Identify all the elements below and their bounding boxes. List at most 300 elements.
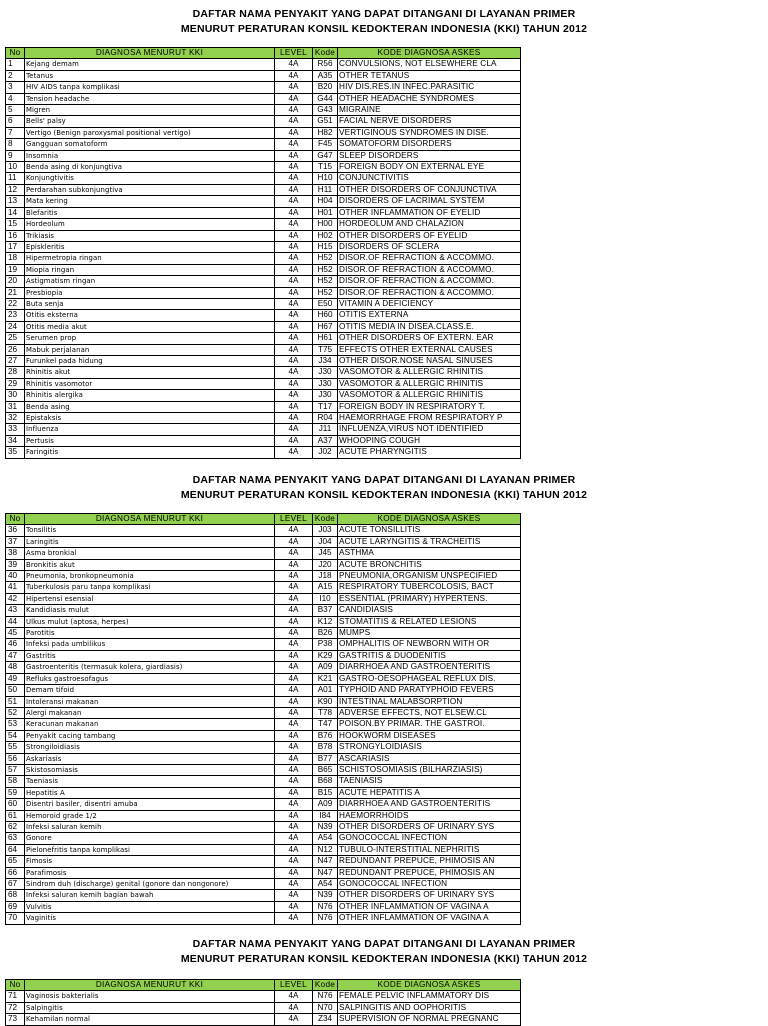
- cell-no: 60: [6, 799, 25, 810]
- cell-diagnosis-kki: Skistosomiasis: [25, 764, 275, 775]
- cell-level: 4A: [275, 582, 313, 593]
- table-row: [6, 241, 521, 252]
- cell-askes-diagnosis: ESSENTIAL (PRIMARY) HYPERTENS.: [338, 593, 521, 604]
- table-row: [6, 719, 521, 730]
- cell-level: 4A: [275, 559, 313, 570]
- cell-no: 70: [6, 913, 25, 924]
- cell-askes-diagnosis: HOOKWORM DISEASES: [338, 730, 521, 741]
- cell-diagnosis-kki: Gangguan somatoform: [25, 139, 275, 150]
- cell-diagnosis-kki: Tonsilitis: [25, 525, 275, 536]
- table-row: [6, 378, 521, 389]
- cell-diagnosis-kki: Intoleransi makanan: [25, 696, 275, 707]
- cell-level: 4A: [275, 355, 313, 366]
- table-row: [6, 844, 521, 855]
- cell-no: 15: [6, 219, 25, 230]
- cell-askes-diagnosis: TYPHOID AND PARATYPHOID FEVERS: [338, 685, 521, 696]
- table-row: [6, 401, 521, 412]
- table-header-row: [6, 48, 521, 59]
- cell-code: A09: [313, 662, 338, 673]
- cell-no: 10: [6, 162, 25, 173]
- cell-code: A54: [313, 879, 338, 890]
- cell-diagnosis-kki: Infeksi saluran kemih: [25, 821, 275, 832]
- cell-code: J18: [313, 571, 338, 582]
- cell-no: 14: [6, 207, 25, 218]
- cell-no: 9: [6, 150, 25, 161]
- cell-no: 73: [6, 1014, 25, 1025]
- cell-diagnosis-kki: Parotitis: [25, 628, 275, 639]
- table-row: [6, 207, 521, 218]
- cell-code: H15: [313, 241, 338, 252]
- cell-diagnosis-kki: Kejang demam: [25, 59, 275, 70]
- cell-code: J20: [313, 559, 338, 570]
- cell-no: 64: [6, 844, 25, 855]
- cell-level: 4A: [275, 662, 313, 673]
- cell-no: 5: [6, 105, 25, 116]
- table-row: [6, 548, 521, 559]
- cell-level: 4A: [275, 753, 313, 764]
- table-row: [6, 93, 521, 104]
- cell-level: 4A: [275, 139, 313, 150]
- cell-level: 4A: [275, 650, 313, 661]
- cell-no: 62: [6, 821, 25, 832]
- cell-code: B65: [313, 764, 338, 775]
- table-row: [6, 70, 521, 81]
- cell-askes-diagnosis: STRONGYLOIDIASIS: [338, 742, 521, 753]
- cell-diagnosis-kki: Tension headache: [25, 93, 275, 104]
- cell-code: T47: [313, 719, 338, 730]
- cell-code: B76: [313, 730, 338, 741]
- cell-no: 57: [6, 764, 25, 775]
- cell-level: 4A: [275, 776, 313, 787]
- cell-level: 4A: [275, 219, 313, 230]
- cell-level: 4A: [275, 844, 313, 855]
- cell-diagnosis-kki: Mata kering: [25, 196, 275, 207]
- table-row: [6, 799, 521, 810]
- cell-askes-diagnosis: TAENIASIS: [338, 776, 521, 787]
- cell-code: J30: [313, 390, 338, 401]
- table-row: [6, 685, 521, 696]
- table-row: [6, 230, 521, 241]
- cell-askes-diagnosis: REDUNDANT PREPUCE, PHIMOSIS AN: [338, 867, 521, 878]
- cell-code: G51: [313, 116, 338, 127]
- cell-code: K90: [313, 696, 338, 707]
- cell-diagnosis-kki: Pertusis: [25, 435, 275, 446]
- cell-diagnosis-kki: Hipermetropia ringan: [25, 253, 275, 264]
- table-row: [6, 639, 521, 650]
- table-row: [6, 105, 521, 116]
- table-row: [6, 991, 521, 1002]
- cell-no: 35: [6, 447, 25, 458]
- cell-no: 13: [6, 196, 25, 207]
- cell-level: 4A: [275, 548, 313, 559]
- cell-no: 23: [6, 310, 25, 321]
- cell-diagnosis-kki: Blefaritis: [25, 207, 275, 218]
- section-title-line-2: MENURUT PERATURAN KONSIL KEDOKTERAN INDONESIA (KKI) TAHUN 2012: [180, 489, 588, 501]
- cell-diagnosis-kki: Tetanus: [25, 70, 275, 81]
- cell-code: H10: [313, 173, 338, 184]
- cell-level: 4A: [275, 628, 313, 639]
- cell-code: H02: [313, 230, 338, 241]
- cell-askes-diagnosis: INTESTINAL MALABSORPTION: [338, 696, 521, 707]
- cell-no: 25: [6, 333, 25, 344]
- cell-code: I84: [313, 810, 338, 821]
- cell-no: 48: [6, 662, 25, 673]
- cell-diagnosis-kki: Pielonefritis tanpa komplikasi: [25, 844, 275, 855]
- cell-no: 11: [6, 173, 25, 184]
- cell-level: 4A: [275, 1014, 313, 1025]
- cell-askes-diagnosis: OMPHALITIS OF NEWBORN WITH OR: [338, 639, 521, 650]
- cell-askes-diagnosis: MIGRAINE: [338, 105, 521, 116]
- cell-level: 4A: [275, 59, 313, 70]
- header-level: LEVEL: [275, 980, 313, 991]
- cell-diagnosis-kki: Miopia ringan: [25, 264, 275, 275]
- cell-code: K21: [313, 673, 338, 684]
- cell-diagnosis-kki: Rhinitis akut: [25, 367, 275, 378]
- cell-level: 4A: [275, 525, 313, 536]
- cell-level: 4A: [275, 82, 313, 93]
- cell-code: H82: [313, 127, 338, 138]
- cell-no: 55: [6, 742, 25, 753]
- table-row: [6, 367, 521, 378]
- cell-diagnosis-kki: Vulvitis: [25, 901, 275, 912]
- table-row: [6, 764, 521, 775]
- cell-askes-diagnosis: VITAMIN A DEFICIENCY: [338, 298, 521, 309]
- table-row: [6, 344, 521, 355]
- cell-no: 4: [6, 93, 25, 104]
- header-askes-diagnosis: KODE DIAGNOSA ASKES: [338, 980, 521, 991]
- table-row: [6, 536, 521, 547]
- table-row: [6, 253, 521, 264]
- cell-askes-diagnosis: OTHER INFLAMMATION OF VAGINA A: [338, 913, 521, 924]
- cell-no: 58: [6, 776, 25, 787]
- header-no: No: [6, 980, 25, 991]
- section-title-line-1: DAFTAR NAMA PENYAKIT YANG DAPAT DITANGANI DI LAYANAN PRIMER: [192, 938, 576, 950]
- cell-no: 36: [6, 525, 25, 536]
- cell-diagnosis-kki: Kandidiasis mulut: [25, 605, 275, 616]
- cell-diagnosis-kki: Kehamilan normal: [25, 1014, 275, 1025]
- table-row: [6, 333, 521, 344]
- cell-no: 45: [6, 628, 25, 639]
- disease-table: [5, 47, 521, 459]
- cell-askes-diagnosis: POISON.BY PRIMAR. THE GASTROI.: [338, 719, 521, 730]
- table-row: [6, 821, 521, 832]
- cell-code: J04: [313, 536, 338, 547]
- cell-no: 16: [6, 230, 25, 241]
- cell-no: 21: [6, 287, 25, 298]
- cell-askes-diagnosis: DIARRHOEA AND GASTROENTERITIS: [338, 662, 521, 673]
- cell-code: N47: [313, 867, 338, 878]
- cell-level: 4A: [275, 367, 313, 378]
- cell-code: N39: [313, 890, 338, 901]
- cell-level: 4A: [275, 93, 313, 104]
- cell-no: 61: [6, 810, 25, 821]
- table-row: [6, 162, 521, 173]
- table-row: [6, 321, 521, 332]
- table-row: [6, 890, 521, 901]
- header-code: Kode: [313, 980, 338, 991]
- cell-level: 4A: [275, 593, 313, 604]
- table-row: [6, 753, 521, 764]
- cell-askes-diagnosis: STOMATITIS & RELATED LESIONS: [338, 616, 521, 627]
- section-3: [0, 937, 768, 1024]
- cell-no: 6: [6, 116, 25, 127]
- cell-no: 59: [6, 787, 25, 798]
- cell-diagnosis-kki: Vaginitis: [25, 913, 275, 924]
- cell-askes-diagnosis: ACUTE LARYNGITIS & TRACHEITIS: [338, 536, 521, 547]
- table-row: [6, 559, 521, 570]
- cell-askes-diagnosis: ACUTE HEPATITIS A: [338, 787, 521, 798]
- cell-no: 19: [6, 264, 25, 275]
- cell-diagnosis-kki: Presbiopia: [25, 287, 275, 298]
- cell-diagnosis-kki: Gastroenteritis (termasuk kolera, giardiasis): [25, 662, 275, 673]
- cell-askes-diagnosis: DISOR.OF REFRACTION & ACCOMMO.: [338, 253, 521, 264]
- cell-no: 50: [6, 685, 25, 696]
- cell-level: 4A: [275, 390, 313, 401]
- cell-diagnosis-kki: Hemoroid grade 1/2: [25, 810, 275, 821]
- cell-no: 8: [6, 139, 25, 150]
- cell-askes-diagnosis: VASOMOTOR & ALLERGIC RHINITIS: [338, 390, 521, 401]
- cell-code: A01: [313, 685, 338, 696]
- cell-diagnosis-kki: Vaginosis bakterialis: [25, 991, 275, 1002]
- cell-no: 54: [6, 730, 25, 741]
- cell-askes-diagnosis: DISORDERS OF LACRIMAL SYSTEM: [338, 196, 521, 207]
- cell-diagnosis-kki: Otitis eksterna: [25, 310, 275, 321]
- cell-askes-diagnosis: ASCARIASIS: [338, 753, 521, 764]
- cell-code: A09: [313, 799, 338, 810]
- cell-askes-diagnosis: FOREIGN BODY ON EXTERNAL EYE: [338, 162, 521, 173]
- cell-level: 4A: [275, 401, 313, 412]
- cell-level: 4A: [275, 173, 313, 184]
- cell-code: N76: [313, 991, 338, 1002]
- cell-level: 4A: [275, 253, 313, 264]
- cell-code: N12: [313, 844, 338, 855]
- cell-level: 4A: [275, 605, 313, 616]
- cell-askes-diagnosis: DISORDERS OF SCLERA: [338, 241, 521, 252]
- cell-level: 4A: [275, 127, 313, 138]
- cell-no: 39: [6, 559, 25, 570]
- cell-level: 4A: [275, 787, 313, 798]
- cell-no: 40: [6, 571, 25, 582]
- cell-askes-diagnosis: ACUTE PHARYNGITIS: [338, 447, 521, 458]
- cell-no: 33: [6, 424, 25, 435]
- cell-level: 4A: [275, 207, 313, 218]
- cell-askes-diagnosis: MUMPS: [338, 628, 521, 639]
- cell-level: 4A: [275, 70, 313, 81]
- header-diagnosis-kki: DIAGNOSA MENURUT KKI: [25, 980, 275, 991]
- cell-code: H52: [313, 276, 338, 287]
- cell-diagnosis-kki: Keracunan makanan: [25, 719, 275, 730]
- cell-code: B37: [313, 605, 338, 616]
- cell-code: N76: [313, 901, 338, 912]
- cell-level: 4A: [275, 116, 313, 127]
- cell-code: J45: [313, 548, 338, 559]
- cell-diagnosis-kki: Taeniasis: [25, 776, 275, 787]
- cell-diagnosis-kki: Perdarahan subkonjungtiva: [25, 184, 275, 195]
- cell-level: 4A: [275, 321, 313, 332]
- cell-code: B15: [313, 787, 338, 798]
- cell-askes-diagnosis: OTHER HEADACHE SYNDROMES: [338, 93, 521, 104]
- cell-no: 71: [6, 991, 25, 1002]
- table-row: [6, 525, 521, 536]
- cell-code: B20: [313, 82, 338, 93]
- cell-no: 1: [6, 59, 25, 70]
- cell-code: E50: [313, 298, 338, 309]
- cell-askes-diagnosis: ADVERSE EFFECTS, NOT ELSEW.CL: [338, 707, 521, 718]
- cell-code: J11: [313, 424, 338, 435]
- cell-no: 65: [6, 856, 25, 867]
- section-title-line-2: MENURUT PERATURAN KONSIL KEDOKTERAN INDONESIA (KKI) TAHUN 2012: [180, 953, 588, 965]
- cell-askes-diagnosis: CANDIDIASIS: [338, 605, 521, 616]
- table-row: [6, 116, 521, 127]
- cell-level: 4A: [275, 287, 313, 298]
- cell-askes-diagnosis: GONOCOCCAL INFECTION: [338, 833, 521, 844]
- cell-diagnosis-kki: Bronkitis akut: [25, 559, 275, 570]
- section-2: [0, 473, 768, 928]
- cell-askes-diagnosis: CONJUNCTIVITIS: [338, 173, 521, 184]
- cell-code: K12: [313, 616, 338, 627]
- cell-diagnosis-kki: Rhinitis alergika: [25, 390, 275, 401]
- cell-no: 56: [6, 753, 25, 764]
- cell-code: B26: [313, 628, 338, 639]
- cell-no: 24: [6, 321, 25, 332]
- cell-no: 3: [6, 82, 25, 93]
- table-row: [6, 696, 521, 707]
- cell-no: 7: [6, 127, 25, 138]
- cell-code: J34: [313, 355, 338, 366]
- cell-level: 4A: [275, 162, 313, 173]
- cell-diagnosis-kki: Migren: [25, 105, 275, 116]
- cell-askes-diagnosis: OTHER DISORDERS OF URINARY SYS: [338, 890, 521, 901]
- cell-no: 67: [6, 879, 25, 890]
- cell-level: 4A: [275, 799, 313, 810]
- cell-no: 38: [6, 548, 25, 559]
- cell-diagnosis-kki: Hepatitis A: [25, 787, 275, 798]
- cell-askes-diagnosis: EFFECTS OTHER EXTERNAL CAUSES: [338, 344, 521, 355]
- cell-code: T15: [313, 162, 338, 173]
- cell-no: 52: [6, 707, 25, 718]
- cell-diagnosis-kki: Epistaksis: [25, 413, 275, 424]
- cell-askes-diagnosis: TUBULO-INTERSTITIAL NEPHRITIS: [338, 844, 521, 855]
- cell-no: 17: [6, 241, 25, 252]
- cell-level: 4A: [275, 730, 313, 741]
- cell-code: A35: [313, 70, 338, 81]
- cell-no: 44: [6, 616, 25, 627]
- cell-no: 68: [6, 890, 25, 901]
- table-row: [6, 219, 521, 230]
- cell-code: T78: [313, 707, 338, 718]
- cell-code: F45: [313, 139, 338, 150]
- cell-no: 18: [6, 253, 25, 264]
- header-code: Kode: [313, 48, 338, 59]
- table-row: [6, 776, 521, 787]
- cell-askes-diagnosis: OTHER DISORDERS OF CONJUNCTIVA: [338, 184, 521, 195]
- table-row: [6, 593, 521, 604]
- cell-no: 29: [6, 378, 25, 389]
- table-row: [6, 787, 521, 798]
- cell-code: H67: [313, 321, 338, 332]
- table-row: [6, 413, 521, 424]
- cell-diagnosis-kki: Laringitis: [25, 536, 275, 547]
- cell-diagnosis-kki: Buta senja: [25, 298, 275, 309]
- cell-askes-diagnosis: OTHER INFLAMMATION OF VAGINA A: [338, 901, 521, 912]
- cell-code: N39: [313, 821, 338, 832]
- table-row: [6, 913, 521, 924]
- cell-diagnosis-kki: Tuberkulosis paru tanpa komplikasi: [25, 582, 275, 593]
- cell-diagnosis-kki: Influenza: [25, 424, 275, 435]
- cell-diagnosis-kki: Mabuk perjalanan: [25, 344, 275, 355]
- cell-askes-diagnosis: SLEEP DISORDERS: [338, 150, 521, 161]
- table-row: [6, 127, 521, 138]
- cell-askes-diagnosis: ASTHMA: [338, 548, 521, 559]
- cell-no: 34: [6, 435, 25, 446]
- cell-diagnosis-kki: Parafimosis: [25, 867, 275, 878]
- table-row: [6, 628, 521, 639]
- cell-askes-diagnosis: OTHER DISORDERS OF EYELID: [338, 230, 521, 241]
- cell-code: K29: [313, 650, 338, 661]
- cell-level: 4A: [275, 424, 313, 435]
- cell-level: 4A: [275, 241, 313, 252]
- section-title-line-1: DAFTAR NAMA PENYAKIT YANG DAPAT DITANGANI DI LAYANAN PRIMER: [192, 8, 576, 20]
- cell-code: H04: [313, 196, 338, 207]
- cell-code: J30: [313, 367, 338, 378]
- cell-code: B68: [313, 776, 338, 787]
- table-row: [6, 139, 521, 150]
- cell-code: T17: [313, 401, 338, 412]
- table-row: [6, 901, 521, 912]
- cell-level: 4A: [275, 696, 313, 707]
- table-header-row: [6, 514, 521, 525]
- cell-level: 4A: [275, 184, 313, 195]
- cell-askes-diagnosis: GASTRITIS & DUODENITIS: [338, 650, 521, 661]
- cell-askes-diagnosis: FEMALE PELVIC INFLAMMATORY DIS: [338, 991, 521, 1002]
- cell-no: 69: [6, 901, 25, 912]
- table-header-row: [6, 980, 521, 991]
- cell-code: H52: [313, 287, 338, 298]
- cell-askes-diagnosis: ACUTE BRONCHITIS: [338, 559, 521, 570]
- table-row: [6, 1014, 521, 1025]
- table-row: [6, 582, 521, 593]
- cell-askes-diagnosis: INFLUENZA,VIRUS NOT IDENTIFIED: [338, 424, 521, 435]
- cell-askes-diagnosis: GASTRO-OESOPHAGEAL REFLUX DIS.: [338, 673, 521, 684]
- cell-diagnosis-kki: Refluks gastroesofagus: [25, 673, 275, 684]
- cell-no: 31: [6, 401, 25, 412]
- cell-diagnosis-kki: Otitis media akut: [25, 321, 275, 332]
- cell-diagnosis-kki: Salpingitis: [25, 1002, 275, 1013]
- table-row: [6, 662, 521, 673]
- table-row: [6, 82, 521, 93]
- cell-no: 32: [6, 413, 25, 424]
- cell-level: 4A: [275, 867, 313, 878]
- cell-no: 30: [6, 390, 25, 401]
- cell-level: 4A: [275, 196, 313, 207]
- cell-diagnosis-kki: Benda asing di konjungtiva: [25, 162, 275, 173]
- table-row: [6, 707, 521, 718]
- cell-no: 43: [6, 605, 25, 616]
- cell-askes-diagnosis: HAEMORRHAGE FROM RESPIRATORY P: [338, 413, 521, 424]
- section-title-line-2: MENURUT PERATURAN KONSIL KEDOKTERAN INDONESIA (KKI) TAHUN 2012: [180, 23, 588, 35]
- table-row: [6, 730, 521, 741]
- cell-code: B77: [313, 753, 338, 764]
- cell-diagnosis-kki: Hordeolum: [25, 219, 275, 230]
- cell-code: I10: [313, 593, 338, 604]
- cell-diagnosis-kki: Episkleritis: [25, 241, 275, 252]
- table-row: [6, 276, 521, 287]
- cell-code: P38: [313, 639, 338, 650]
- cell-level: 4A: [275, 571, 313, 582]
- cell-askes-diagnosis: SOMATOFORM DISORDERS: [338, 139, 521, 150]
- cell-code: B78: [313, 742, 338, 753]
- cell-no: 2: [6, 70, 25, 81]
